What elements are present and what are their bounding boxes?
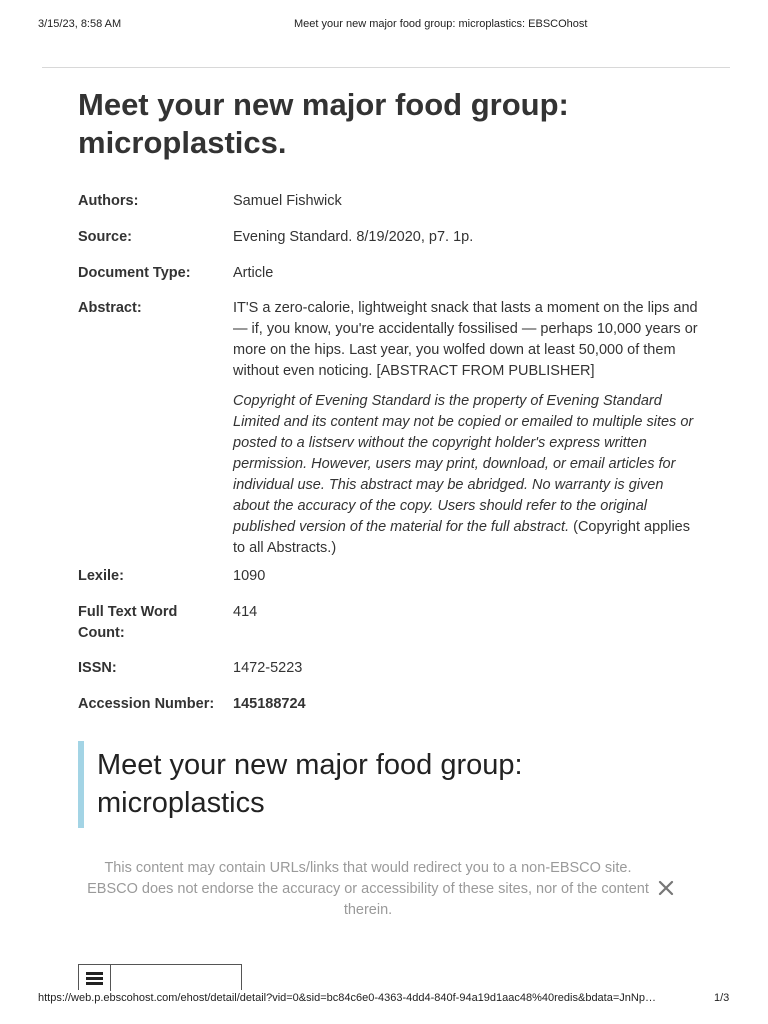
- source-value: Evening Standard. 8/19/2020, p7. 1p.: [233, 229, 474, 245]
- issn-label: ISSN:: [78, 660, 117, 676]
- copyright-tail: (Copyright applies to all Abstracts.): [233, 519, 690, 556]
- accession-number-value: 145188724: [233, 696, 306, 712]
- word-count-label: Full Text Word Count:: [78, 604, 178, 641]
- print-header: [38, 18, 730, 34]
- hamburger-menu-icon[interactable]: [79, 965, 111, 991]
- authors-label: Authors:: [78, 193, 139, 209]
- abstract-value: [233, 298, 703, 559]
- abstract-text: IT'S a zero-calorie, lightweight snack that lasts a moment on the lips and — if, you know, you're accidentally fossilised — perhaps 10,000 years or more on the hips. Last year, you wolfed down at least 50,000 of them without even noticing. [ABSTRACT FROM PUBLISHER]: [233, 300, 698, 379]
- source-label: Source:: [78, 229, 132, 245]
- header-divider: [42, 67, 730, 68]
- page-url[interactable]: https://web.p.ebscohost.com/ehost/detail/detail?vid=0&sid=bc84c6e0-4363-4dd4-840f-94a19d1aac48%40redis&bdata=JnNp…: [38, 992, 656, 1004]
- external-links-notice: This content may contain URLs/links that would redirect you to a non-EBSCO site. EBSCO does not endorse the accuracy or accessibility of these sites, nor of the content therein.: [87, 860, 649, 918]
- full-text-heading-block: [78, 741, 678, 828]
- document-type-value: Article: [233, 265, 274, 281]
- abstract-label: Abstract:: [78, 300, 142, 316]
- document-type-label: Document Type:: [78, 265, 191, 281]
- copyright-notice: Copyright of Evening Standard is the property of Evening Standard Limited and its content may not be copied or emailed to multiple sites or posted to a listserv without the copyright holder's express written permission. However, users may print, download, or email articles for individual use. This abstract may be abridged. No warranty is given about the accuracy of the copy. Users should refer to the original published version of the material for the full abstract.: [233, 393, 694, 535]
- accession-number-label: Accession Number:: [78, 696, 215, 712]
- lexile-label: Lexile:: [78, 568, 124, 584]
- word-count-value: 414: [233, 604, 258, 620]
- print-datetime: 3/15/23, 8:58 AM: [38, 18, 122, 30]
- authors-value[interactable]: Samuel Fishwick: [233, 193, 342, 209]
- article-title: Meet your new major food group: microplastics.: [78, 87, 569, 160]
- print-page-title: Meet your new major food group: microplastics: EBSCOhost: [294, 18, 588, 30]
- print-footer: [38, 992, 738, 1008]
- issn-value: 1472-5223: [233, 660, 303, 676]
- reader-toolbar: [78, 964, 242, 990]
- close-icon[interactable]: [656, 878, 676, 898]
- page-number: 1/3: [714, 992, 730, 1004]
- lexile-value: 1090: [233, 568, 266, 584]
- full-text-title: Meet your new major food group: microplastics: [97, 749, 523, 819]
- abstract-copyright: [233, 391, 703, 559]
